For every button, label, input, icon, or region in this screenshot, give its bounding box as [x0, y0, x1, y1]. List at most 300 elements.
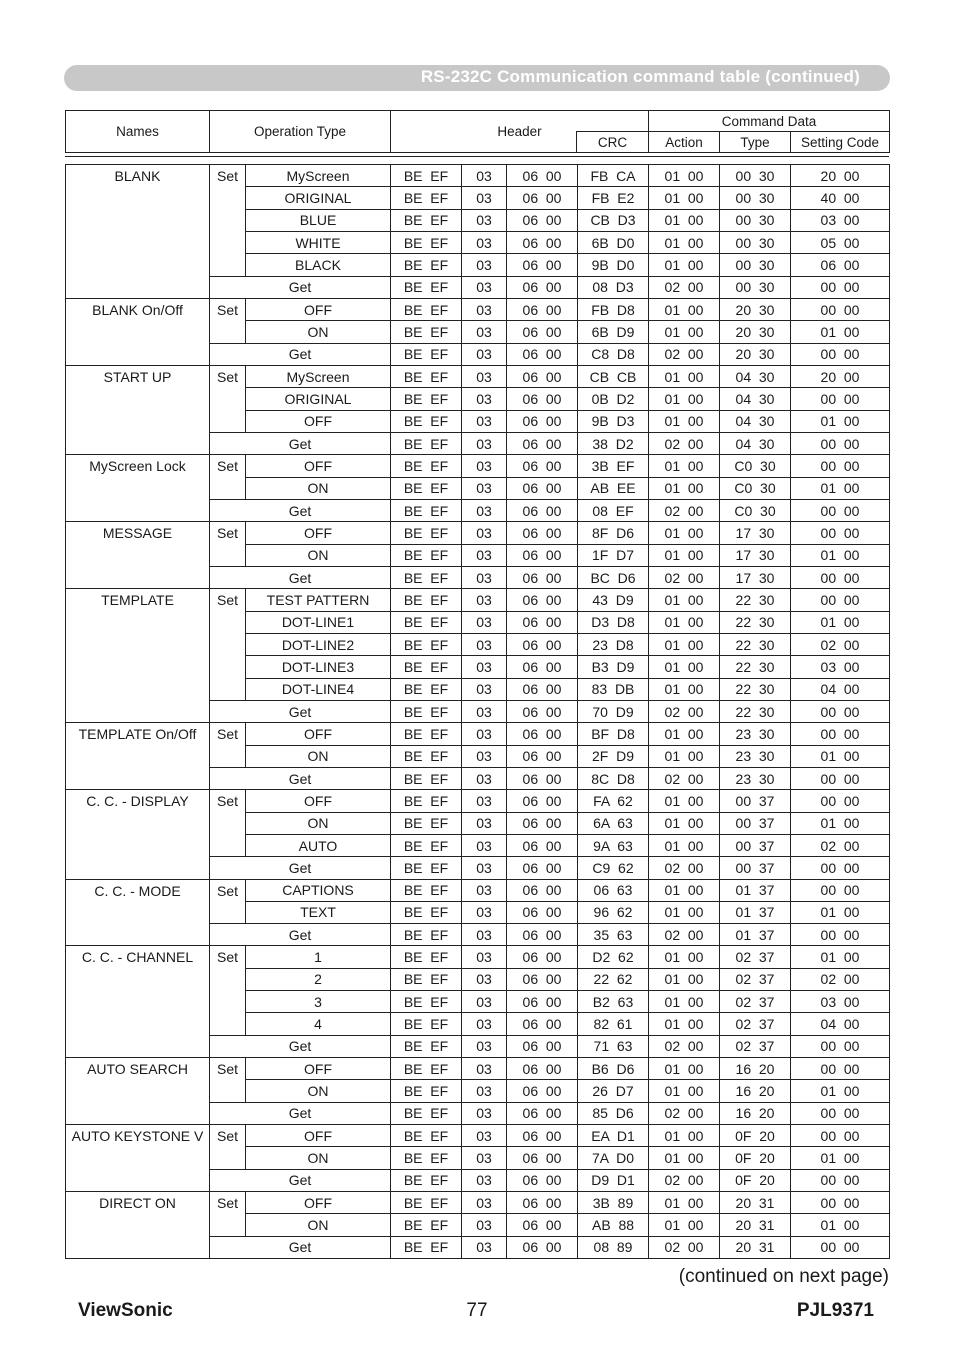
data-cell: 01 00: [649, 812, 720, 834]
data-cell: 06 00: [507, 1169, 578, 1191]
data-cell: 00 30: [720, 187, 791, 209]
get-label: Get: [210, 276, 391, 298]
data-cell: 22 30: [720, 633, 791, 655]
command-table-body: [66, 165, 890, 1259]
data-cell: 01 00: [649, 1147, 720, 1169]
data-cell: 22 30: [720, 700, 791, 722]
data-cell: 01 00: [649, 365, 720, 387]
data-cell: BE EF: [391, 968, 462, 990]
data-cell: 01 00: [791, 477, 890, 499]
data-cell: 00 30: [720, 209, 791, 231]
data-cell: 17 30: [720, 522, 791, 544]
data-cell: D3 D8: [578, 611, 649, 633]
operation-value: 4: [246, 1013, 391, 1035]
table-row: [66, 365, 890, 387]
table-row: [66, 165, 890, 187]
data-cell: 02 00: [791, 834, 890, 856]
data-cell: 01 00: [791, 1147, 890, 1169]
table-row: [66, 455, 890, 477]
data-cell: 06 00: [507, 656, 578, 678]
data-cell: BE EF: [391, 388, 462, 410]
data-cell: BE EF: [391, 700, 462, 722]
data-cell: 02 37: [720, 1035, 791, 1057]
col-header-crc: CRC: [597, 135, 628, 150]
data-cell: 06 00: [507, 924, 578, 946]
operation-value: ON: [246, 1147, 391, 1169]
data-cell: 03: [462, 1192, 507, 1214]
get-label: Get: [210, 566, 391, 588]
data-cell: 02 00: [649, 767, 720, 789]
data-cell: 01 00: [649, 1058, 720, 1080]
data-cell: 23 D8: [578, 633, 649, 655]
operation-value: ORIGINAL: [246, 388, 391, 410]
data-cell: 03 00: [791, 209, 890, 231]
data-cell: BC D6: [578, 566, 649, 588]
data-cell: 01 00: [649, 656, 720, 678]
command-table: [65, 164, 890, 1259]
data-cell: 23 30: [720, 745, 791, 767]
data-cell: 01 00: [649, 879, 720, 901]
operation-value: ON: [246, 477, 391, 499]
data-cell: FA 62: [578, 790, 649, 812]
data-cell: BE EF: [391, 321, 462, 343]
data-cell: FB E2: [578, 187, 649, 209]
set-label: Set: [210, 522, 246, 567]
data-cell: BE EF: [391, 1102, 462, 1124]
data-cell: 03: [462, 790, 507, 812]
data-cell: 20 31: [720, 1236, 791, 1258]
data-cell: 03: [462, 946, 507, 968]
operation-value: TEXT: [246, 901, 391, 923]
data-cell: 03: [462, 343, 507, 365]
data-cell: 01 00: [649, 991, 720, 1013]
data-cell: D2 62: [578, 946, 649, 968]
data-cell: 20 31: [720, 1192, 791, 1214]
data-cell: 01 00: [649, 187, 720, 209]
col-header-command-data: Command Data: [649, 111, 890, 132]
data-cell: 06 00: [507, 633, 578, 655]
footer-brand: ViewSonic: [78, 1300, 173, 1321]
data-cell: 06 00: [507, 231, 578, 253]
data-cell: BE EF: [391, 365, 462, 387]
data-cell: 22 62: [578, 968, 649, 990]
data-cell: 01 00: [791, 1080, 890, 1102]
data-cell: 06 00: [507, 1192, 578, 1214]
data-cell: 00 00: [791, 343, 890, 365]
data-cell: 9A 63: [578, 834, 649, 856]
data-cell: 01 00: [791, 410, 890, 432]
data-cell: 01 00: [649, 901, 720, 923]
operation-value: OFF: [246, 455, 391, 477]
data-cell: 03: [462, 365, 507, 387]
data-cell: 01 00: [649, 388, 720, 410]
data-cell: 03: [462, 254, 507, 276]
data-cell: BE EF: [391, 1125, 462, 1147]
data-cell: 03: [462, 767, 507, 789]
get-label: Get: [210, 700, 391, 722]
data-cell: 40 00: [791, 187, 890, 209]
data-cell: 01 00: [791, 901, 890, 923]
data-cell: BE EF: [391, 544, 462, 566]
data-cell: 00 00: [791, 1192, 890, 1214]
data-cell: 06 00: [507, 1058, 578, 1080]
get-label: Get: [210, 857, 391, 879]
data-cell: 01 00: [649, 298, 720, 320]
crc-header-cell: [576, 131, 648, 152]
data-cell: 03: [462, 1214, 507, 1236]
data-cell: 06 00: [507, 1013, 578, 1035]
set-label: Set: [210, 946, 246, 1035]
data-cell: 01 00: [649, 946, 720, 968]
set-label: Set: [210, 165, 246, 277]
command-name: AUTO KEYSTONE V: [66, 1125, 210, 1192]
data-cell: 02 00: [649, 566, 720, 588]
data-cell: BE EF: [391, 767, 462, 789]
get-label: Get: [210, 1169, 391, 1191]
data-cell: 00 00: [791, 499, 890, 521]
data-cell: BE EF: [391, 499, 462, 521]
data-cell: 22 30: [720, 678, 791, 700]
data-cell: BE EF: [391, 187, 462, 209]
data-cell: 06 00: [507, 812, 578, 834]
table-row: [66, 723, 890, 745]
data-cell: 20 00: [791, 165, 890, 187]
get-label: Get: [210, 1035, 391, 1057]
set-label: Set: [210, 455, 246, 500]
data-cell: 06 00: [507, 611, 578, 633]
data-cell: 06 00: [507, 834, 578, 856]
data-cell: 00 00: [791, 1125, 890, 1147]
data-cell: 00 37: [720, 812, 791, 834]
data-cell: 02 37: [720, 968, 791, 990]
data-cell: BE EF: [391, 611, 462, 633]
col-header-action: Action: [649, 132, 720, 153]
data-cell: BE EF: [391, 165, 462, 187]
data-cell: 02 00: [649, 1035, 720, 1057]
data-cell: 03: [462, 566, 507, 588]
data-cell: 03: [462, 231, 507, 253]
data-cell: 02 00: [649, 700, 720, 722]
data-cell: 2F D9: [578, 745, 649, 767]
get-label: Get: [210, 1102, 391, 1124]
set-label: Set: [210, 298, 246, 343]
data-cell: 23 30: [720, 723, 791, 745]
data-cell: 0F 20: [720, 1147, 791, 1169]
data-cell: 3B 89: [578, 1192, 649, 1214]
table-header: [65, 110, 890, 153]
operation-value: ON: [246, 544, 391, 566]
data-cell: 7A D0: [578, 1147, 649, 1169]
data-cell: 01 00: [649, 1125, 720, 1147]
data-cell: 03: [462, 901, 507, 923]
data-cell: 01 00: [649, 165, 720, 187]
data-cell: 03: [462, 522, 507, 544]
data-cell: BE EF: [391, 343, 462, 365]
data-cell: 06 00: [507, 388, 578, 410]
data-cell: 01 00: [649, 455, 720, 477]
data-cell: 06 00: [507, 276, 578, 298]
data-cell: 06 00: [507, 432, 578, 454]
operation-value: OFF: [246, 790, 391, 812]
data-cell: 9B D0: [578, 254, 649, 276]
data-cell: 02 00: [791, 633, 890, 655]
set-label: Set: [210, 365, 246, 432]
data-cell: 03: [462, 1013, 507, 1035]
data-cell: 01 00: [649, 254, 720, 276]
data-cell: FB CA: [578, 165, 649, 187]
data-cell: AB 88: [578, 1214, 649, 1236]
operation-value: MyScreen: [246, 165, 391, 187]
operation-value: 2: [246, 968, 391, 990]
data-cell: BE EF: [391, 1013, 462, 1035]
data-cell: 00 37: [720, 834, 791, 856]
data-cell: BE EF: [391, 834, 462, 856]
data-cell: 06 00: [507, 1035, 578, 1057]
data-cell: 00 00: [791, 1035, 890, 1057]
data-cell: 22 30: [720, 611, 791, 633]
data-cell: 00 00: [791, 1236, 890, 1258]
table-row: [66, 589, 890, 611]
data-cell: BE EF: [391, 589, 462, 611]
table-row: [66, 298, 890, 320]
data-cell: 03: [462, 656, 507, 678]
data-cell: 00 00: [791, 790, 890, 812]
command-name: BLANK On/Off: [66, 298, 210, 365]
data-cell: 02 00: [649, 1169, 720, 1191]
data-cell: BE EF: [391, 633, 462, 655]
data-cell: 03: [462, 879, 507, 901]
data-cell: 01 00: [649, 544, 720, 566]
data-cell: 02 00: [649, 857, 720, 879]
data-cell: 06 00: [507, 678, 578, 700]
data-cell: 01 37: [720, 879, 791, 901]
col-header-type: Type: [720, 132, 791, 153]
data-cell: C0 30: [720, 477, 791, 499]
table-row: [66, 522, 890, 544]
data-cell: 01 00: [649, 1214, 720, 1236]
data-cell: EA D1: [578, 1125, 649, 1147]
data-cell: BE EF: [391, 790, 462, 812]
operation-value: BLACK: [246, 254, 391, 276]
data-cell: 02 37: [720, 946, 791, 968]
operation-value: OFF: [246, 1192, 391, 1214]
data-cell: 03: [462, 1147, 507, 1169]
data-cell: 01 00: [791, 812, 890, 834]
data-cell: 06 00: [507, 298, 578, 320]
get-label: Get: [210, 499, 391, 521]
banner-title: RS-232C Communication command table (continued): [420, 67, 860, 86]
data-cell: 01 00: [649, 745, 720, 767]
header-separator: [65, 156, 889, 157]
command-name: START UP: [66, 365, 210, 454]
page-number: 77: [466, 1300, 488, 1321]
data-cell: C0 30: [720, 499, 791, 521]
data-cell: 0F 20: [720, 1125, 791, 1147]
data-cell: 04 00: [791, 1013, 890, 1035]
data-cell: 03: [462, 276, 507, 298]
data-cell: CB CB: [578, 365, 649, 387]
data-cell: 06 00: [507, 410, 578, 432]
data-cell: BE EF: [391, 276, 462, 298]
data-cell: 1F D7: [578, 544, 649, 566]
data-cell: 03: [462, 1058, 507, 1080]
data-cell: C9 62: [578, 857, 649, 879]
data-cell: 02 00: [649, 276, 720, 298]
data-cell: 03: [462, 477, 507, 499]
data-cell: 03 00: [791, 991, 890, 1013]
data-cell: 01 37: [720, 901, 791, 923]
data-cell: 00 00: [791, 857, 890, 879]
data-cell: 01 00: [649, 723, 720, 745]
data-cell: 70 D9: [578, 700, 649, 722]
set-label: Set: [210, 1192, 246, 1237]
data-cell: 02 00: [649, 343, 720, 365]
data-cell: BE EF: [391, 522, 462, 544]
data-cell: 06 00: [507, 1214, 578, 1236]
data-cell: 17 30: [720, 544, 791, 566]
data-cell: 02 00: [649, 432, 720, 454]
data-cell: 00 00: [791, 455, 890, 477]
data-cell: 01 00: [649, 477, 720, 499]
data-cell: 00 00: [791, 1058, 890, 1080]
data-cell: 01 00: [649, 834, 720, 856]
data-cell: 03: [462, 1080, 507, 1102]
data-cell: 03: [462, 455, 507, 477]
command-name: BLANK: [66, 165, 210, 299]
data-cell: 08 EF: [578, 499, 649, 521]
data-cell: 03: [462, 1169, 507, 1191]
data-cell: 00 00: [791, 566, 890, 588]
data-cell: 20 31: [720, 1214, 791, 1236]
data-cell: 00 00: [791, 1102, 890, 1124]
operation-value: WHITE: [246, 231, 391, 253]
command-name: MyScreen Lock: [66, 455, 210, 522]
data-cell: BE EF: [391, 723, 462, 745]
command-name: DIRECT ON: [66, 1192, 210, 1259]
data-cell: 03: [462, 544, 507, 566]
command-name: C. C. - CHANNEL: [66, 946, 210, 1058]
data-cell: 06 00: [507, 767, 578, 789]
footer-model: PJL9371: [796, 1300, 874, 1321]
command-name: AUTO SEARCH: [66, 1058, 210, 1125]
data-cell: BE EF: [391, 812, 462, 834]
get-label: Get: [210, 343, 391, 365]
data-cell: C0 30: [720, 455, 791, 477]
data-cell: 01 37: [720, 924, 791, 946]
data-cell: BE EF: [391, 857, 462, 879]
data-cell: 08 D3: [578, 276, 649, 298]
data-cell: 05 00: [791, 231, 890, 253]
data-cell: 06 00: [507, 901, 578, 923]
data-cell: 03: [462, 745, 507, 767]
data-cell: 8C D8: [578, 767, 649, 789]
data-cell: 00 00: [791, 723, 890, 745]
data-cell: 17 30: [720, 566, 791, 588]
data-cell: 83 DB: [578, 678, 649, 700]
data-cell: BE EF: [391, 1080, 462, 1102]
data-cell: 06 00: [507, 1102, 578, 1124]
data-cell: BE EF: [391, 946, 462, 968]
data-cell: 06 00: [507, 455, 578, 477]
operation-value: ORIGINAL: [246, 187, 391, 209]
data-cell: 00 00: [791, 1169, 890, 1191]
operation-value: OFF: [246, 723, 391, 745]
data-cell: 03: [462, 611, 507, 633]
command-name: TEMPLATE: [66, 589, 210, 723]
set-label: Set: [210, 723, 246, 768]
data-cell: 26 D7: [578, 1080, 649, 1102]
data-cell: 06 00: [507, 946, 578, 968]
data-cell: BE EF: [391, 1236, 462, 1258]
data-cell: 96 62: [578, 901, 649, 923]
data-cell: 01 00: [791, 544, 890, 566]
command-name: TEMPLATE On/Off: [66, 723, 210, 790]
data-cell: 01 00: [649, 522, 720, 544]
set-label: Set: [210, 1125, 246, 1170]
table-row: [66, 790, 890, 812]
data-cell: BE EF: [391, 901, 462, 923]
data-cell: BE EF: [391, 1192, 462, 1214]
operation-value: AUTO: [246, 834, 391, 856]
set-label: Set: [210, 589, 246, 701]
data-cell: 04 30: [720, 432, 791, 454]
data-cell: 00 00: [791, 589, 890, 611]
data-cell: 03 00: [791, 656, 890, 678]
data-cell: 06 00: [507, 857, 578, 879]
data-cell: 22 30: [720, 656, 791, 678]
data-cell: 01 00: [649, 678, 720, 700]
col-header-names: Names: [66, 111, 210, 153]
data-cell: 04 00: [791, 678, 890, 700]
data-cell: CB D3: [578, 209, 649, 231]
data-cell: 06 00: [507, 254, 578, 276]
data-cell: 01 00: [649, 231, 720, 253]
data-cell: 01 00: [649, 968, 720, 990]
data-cell: 6B D0: [578, 231, 649, 253]
data-cell: 20 30: [720, 343, 791, 365]
data-cell: BE EF: [391, 254, 462, 276]
operation-value: ON: [246, 321, 391, 343]
data-cell: 00 00: [791, 700, 890, 722]
data-cell: 00 00: [791, 879, 890, 901]
data-cell: 06 00: [791, 254, 890, 276]
operation-value: MyScreen: [246, 365, 391, 387]
data-cell: BE EF: [391, 656, 462, 678]
operation-value: 1: [246, 946, 391, 968]
data-cell: 06 63: [578, 879, 649, 901]
data-cell: BE EF: [391, 298, 462, 320]
command-name: MESSAGE: [66, 522, 210, 589]
data-cell: 03: [462, 812, 507, 834]
set-label: Set: [210, 1058, 246, 1103]
data-cell: 03: [462, 991, 507, 1013]
data-cell: 03: [462, 1125, 507, 1147]
col-header-setting-code: Setting Code: [791, 132, 890, 153]
data-cell: 03: [462, 968, 507, 990]
set-label: Set: [210, 790, 246, 857]
data-cell: 00 00: [791, 432, 890, 454]
data-cell: 43 D9: [578, 589, 649, 611]
data-cell: BE EF: [391, 678, 462, 700]
data-cell: 06 00: [507, 321, 578, 343]
data-cell: 06 00: [507, 566, 578, 588]
table-row: [66, 946, 890, 968]
data-cell: 04 30: [720, 410, 791, 432]
data-cell: 9B D3: [578, 410, 649, 432]
table-row: [66, 1192, 890, 1214]
col-header-header: Header: [391, 111, 649, 153]
data-cell: 20 00: [791, 365, 890, 387]
